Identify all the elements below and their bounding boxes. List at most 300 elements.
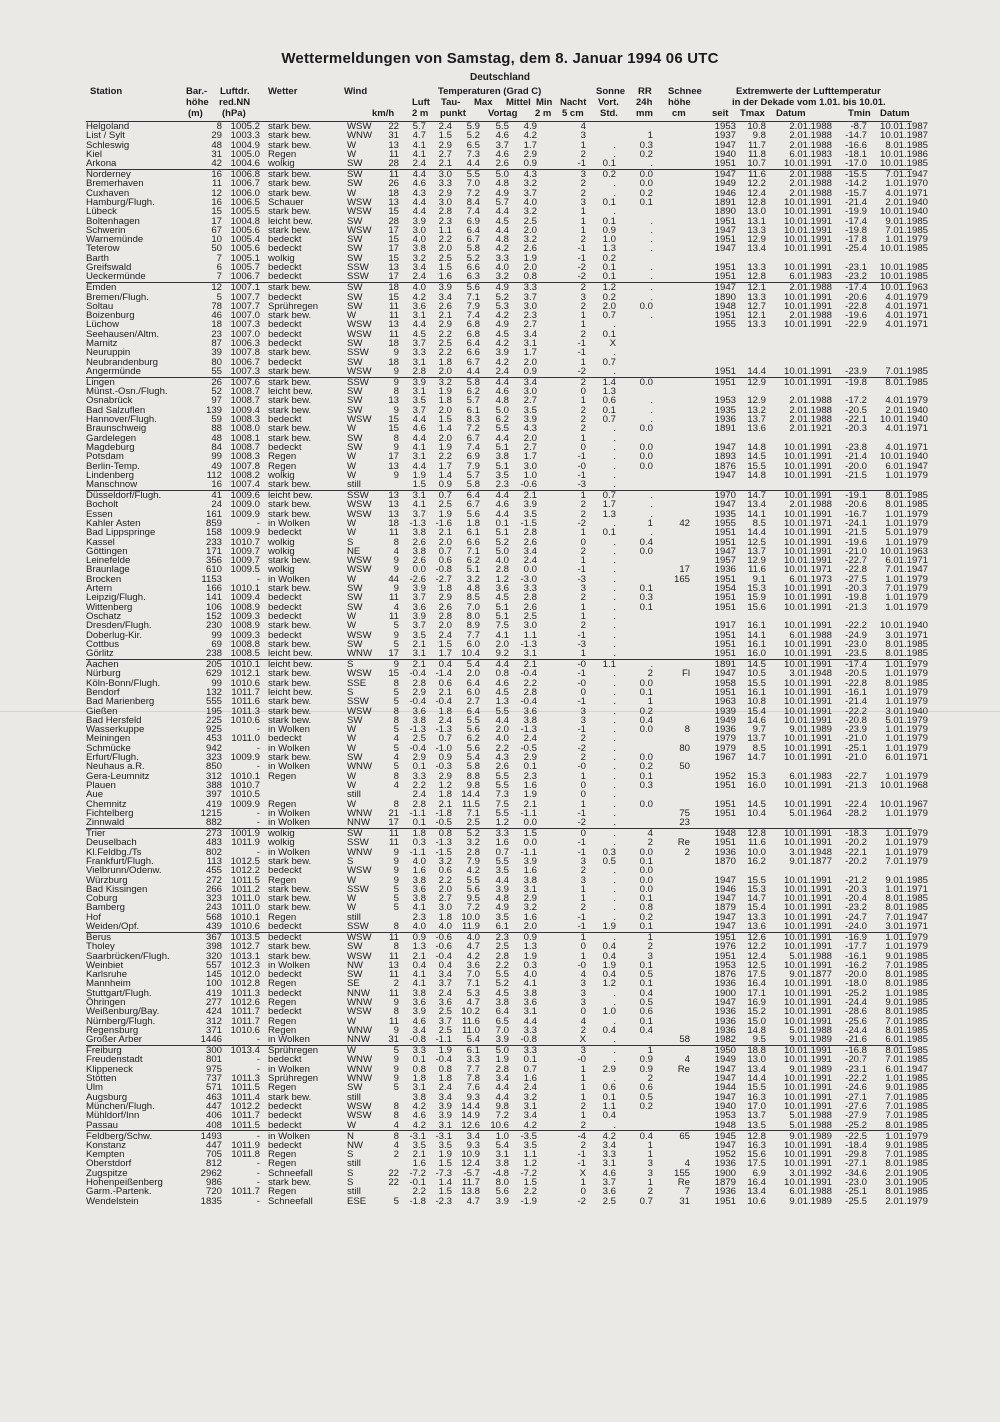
table-cell: 3.9: [482, 348, 509, 357]
table-cell: 4.4: [482, 1083, 509, 1092]
table-cell: bedeckt: [268, 358, 348, 367]
table-cell: bedeckt: [268, 320, 348, 329]
table-cell: 10.01.1991: [774, 933, 832, 942]
table-cell: Bamberg: [86, 903, 186, 912]
table-cell: SW: [347, 283, 381, 292]
table-cell: 2.2: [428, 330, 452, 339]
table-cell: 1008.3: [224, 415, 260, 424]
table-cell: 41: [190, 491, 222, 500]
table-cell: Coburg: [86, 894, 186, 903]
table-cell: -16.1: [841, 688, 867, 697]
table-cell: 2.4: [511, 556, 537, 565]
table-cell: 0.1: [402, 1055, 426, 1064]
table-cell: SW: [347, 829, 381, 838]
table-cell: 8.0: [482, 1178, 509, 1187]
table-cell: 1.8: [402, 1074, 426, 1083]
table-cell: 10.01.1971: [774, 565, 832, 574]
table-cell: stark bew.: [268, 189, 348, 198]
table-cell: 15.2: [736, 1007, 766, 1016]
table-cell: stark bew.: [268, 894, 348, 903]
table-cell: 1: [566, 952, 586, 961]
table-cell: bedeckt: [268, 293, 348, 302]
table-cell: Brocken: [86, 575, 186, 584]
table-cell: 4.1: [402, 903, 426, 912]
table-cell: 5.8: [454, 244, 480, 253]
table-cell: .: [592, 734, 616, 743]
table-cell: 106: [190, 603, 222, 612]
table-cell: 6.8: [454, 330, 480, 339]
table-cell: 4.2: [402, 1121, 426, 1130]
table-cell: -: [224, 1035, 260, 1044]
table-cell: 1.01.1979: [868, 538, 928, 547]
table-cell: -0.4: [428, 1055, 452, 1064]
table-cell: 2.3: [511, 772, 537, 781]
table-cell: 1.1: [428, 226, 452, 235]
table-cell: bedeckt: [268, 631, 348, 640]
table-cell: 6.7: [454, 235, 480, 244]
table-cell: 5.1: [482, 528, 509, 537]
table-cell: -28.2: [841, 809, 867, 818]
table-cell: Regen: [268, 1187, 348, 1196]
table-cell: 7.0: [454, 970, 480, 979]
table-cell: 1006.3: [224, 339, 260, 348]
table-cell: 1.1: [592, 660, 616, 669]
table-cell: 3.6: [592, 1187, 616, 1196]
table-cell: 15.3: [736, 772, 766, 781]
table-cell: 1006.8: [224, 170, 260, 179]
table-cell: 5: [382, 762, 399, 771]
table-cell: 1: [566, 556, 586, 565]
table-cell: 2.2: [482, 744, 509, 753]
table-cell: 2.2: [511, 679, 537, 688]
table-cell: -1.1: [428, 1035, 452, 1044]
table-cell: 2.1: [402, 660, 426, 669]
table-cell: 3.9: [511, 500, 537, 509]
table-cell: 5.01.1979: [868, 716, 928, 725]
table-cell: 9.01.1989: [774, 1132, 832, 1141]
table-cell: 1890: [706, 293, 736, 302]
hdr-seit: seit: [712, 108, 728, 119]
table-cell: 1835: [190, 1197, 222, 1206]
table-cell: 1951: [706, 933, 736, 942]
table-cell: 2.2: [482, 961, 509, 970]
table-cell: Regen: [268, 462, 348, 471]
table-cell: 1.2: [482, 575, 509, 584]
table-cell: 4.0: [402, 235, 426, 244]
table-cell: 4.1: [402, 443, 426, 452]
table-cell: 0.7: [428, 491, 452, 500]
table-cell: 3.1: [428, 1121, 452, 1130]
table-cell: 3.3: [454, 1055, 480, 1064]
table-cell: 1008.7: [224, 396, 260, 405]
table-cell: SW: [347, 434, 381, 443]
table-cell: 12.2: [736, 179, 766, 188]
table-cell: W: [347, 903, 381, 912]
table-cell: 13.7: [736, 547, 766, 556]
table-cell: 2: [566, 1141, 586, 1150]
table-cell: 1879: [706, 903, 736, 912]
table-cell: 1009.9: [224, 800, 260, 809]
table-cell: 1.9: [592, 961, 616, 970]
table-cell: 9: [382, 866, 399, 875]
table-cell: .: [592, 640, 616, 649]
table-cell: Zugspitze: [86, 1169, 186, 1178]
table-cell: .: [592, 565, 616, 574]
table-cell: stark bew.: [268, 434, 348, 443]
table-cell: 6.01.1985: [868, 1035, 928, 1044]
table-cell: 3.1: [402, 491, 426, 500]
table-cell: 10.01.1991: [774, 649, 832, 658]
table-cell: 2.8: [482, 952, 509, 961]
table-cell: 0.3: [629, 141, 653, 150]
table-cell: Marnitz: [86, 339, 186, 348]
table-cell: 6.1: [454, 1046, 480, 1055]
table-cell: 4.8: [482, 235, 509, 244]
table-cell: 3.3: [592, 1150, 616, 1159]
table-cell: 3.0: [402, 226, 426, 235]
table-section: [86, 122, 912, 168]
table-cell: 2: [566, 1026, 586, 1035]
table-cell: 48: [190, 434, 222, 443]
table-cell: 11.6: [736, 170, 766, 179]
table-cell: .: [592, 903, 616, 912]
table-cell: 8.01.1985: [868, 1007, 928, 1016]
table-cell: 4.1: [482, 631, 509, 640]
table-section: [86, 660, 912, 827]
table-cell: wolkig: [268, 829, 348, 838]
table-cell: 1013.5: [224, 933, 260, 942]
table-cell: 10.01.1991: [774, 207, 832, 216]
table-cell: 1936: [706, 725, 736, 734]
table-cell: WSW: [347, 669, 381, 678]
table-cell: 1008.1: [224, 434, 260, 443]
table-cell: -: [224, 762, 260, 771]
table-cell: 1011.7: [224, 1187, 260, 1196]
table-cell: -22.8: [841, 679, 867, 688]
table-cell: .: [592, 462, 616, 471]
table-cell: 11: [382, 933, 399, 942]
table-cell: 2.8: [428, 207, 452, 216]
table-cell: 2.0: [511, 263, 537, 272]
table-section: [86, 1132, 912, 1206]
table-cell: .: [629, 226, 653, 235]
table-cell: 1009.7: [224, 547, 260, 556]
table-cell: 15.5: [736, 679, 766, 688]
table-cell: 2.01.1988: [774, 189, 832, 198]
table-cell: 4.0: [482, 734, 509, 743]
table-cell: 1007.0: [224, 311, 260, 320]
table-cell: 10.01.1985: [868, 159, 928, 168]
table-cell: Kempten: [86, 1150, 186, 1159]
table-cell: -: [224, 1055, 260, 1064]
table-cell: bedeckt: [268, 443, 348, 452]
table-cell: SW: [347, 584, 381, 593]
table-cell: 2: [382, 1150, 399, 1159]
table-cell: 17: [662, 565, 690, 574]
table-cell: 850: [190, 762, 222, 771]
table-cell: 2.6: [428, 302, 452, 311]
table-cell: 1010.6: [224, 922, 260, 931]
table-cell: 10.01.1985: [868, 263, 928, 272]
table-cell: wolkig: [268, 159, 348, 168]
table-cell: 0.1: [629, 198, 653, 207]
table-cell: -19.1: [841, 491, 867, 500]
table-cell: 1.5: [428, 1187, 452, 1196]
table-cell: SSW: [347, 378, 381, 387]
table-cell: 6.9: [454, 217, 480, 226]
table-cell: 3.6: [482, 584, 509, 593]
table-cell: 5.7: [454, 396, 480, 405]
table-cell: 2.2: [428, 235, 452, 244]
table-cell: 11.7: [454, 1178, 480, 1187]
table-section: [86, 283, 912, 376]
table-cell: 0.9: [402, 933, 426, 942]
table-cell: 0.4: [629, 1026, 653, 1035]
table-cell: WSW: [347, 556, 381, 565]
table-cell: 10.01.1991: [774, 679, 832, 688]
table-cell: 0.3: [629, 593, 653, 602]
table-cell: 3.2: [454, 575, 480, 584]
table-cell: 1.01.1979: [868, 725, 928, 734]
table-cell: 9.5: [736, 1035, 766, 1044]
table-cell: 52: [190, 387, 222, 396]
table-cell: 737: [190, 1074, 222, 1083]
table-cell: 1009.4: [224, 406, 260, 415]
table-cell: 1940: [706, 1102, 736, 1111]
table-cell: Berlin-Temp.: [86, 462, 186, 471]
table-cell: 7.5: [482, 800, 509, 809]
table-cell: 1011.6: [224, 697, 260, 706]
hdr-schnee-2: höhe: [668, 97, 691, 108]
table-cell: 13.3: [736, 226, 766, 235]
table-cell: 0.9: [592, 226, 616, 235]
table-cell: 1952: [706, 772, 736, 781]
table-cell: 1.9: [511, 790, 537, 799]
table-cell: -1: [566, 809, 586, 818]
table-cell: WSW: [347, 1102, 381, 1111]
table-cell: Braunlage: [86, 565, 186, 574]
table-cell: 1008.9: [224, 603, 260, 612]
table-cell: 4.4: [482, 660, 509, 669]
table-cell: 0.1: [402, 818, 426, 827]
table-cell: -3: [566, 640, 586, 649]
table-cell: -25.5: [841, 1197, 867, 1206]
table-cell: -15.5: [841, 170, 867, 179]
table-cell: 1946: [706, 189, 736, 198]
table-cell: -20.7: [841, 1055, 867, 1064]
table-cell: 3.2: [511, 903, 537, 912]
table-cell: 18: [382, 339, 399, 348]
table-cell: 1.5: [428, 640, 452, 649]
table-cell: 1951: [706, 263, 736, 272]
table-cell: -2: [566, 818, 586, 827]
table-cell: 5.5: [482, 772, 509, 781]
table-cell: 8: [190, 122, 222, 131]
table-cell: 1.01.1985: [868, 1074, 928, 1083]
table-cell: SSW: [347, 922, 381, 931]
table-cell: 1936: [706, 1026, 736, 1035]
table-cell: -2: [566, 1197, 586, 1206]
table-cell: stark bew.: [268, 367, 348, 376]
table-cell: 2: [566, 510, 586, 519]
table-cell: 4.6: [592, 1169, 616, 1178]
table-cell: Angermünde: [86, 367, 186, 376]
table-cell: 112: [190, 471, 222, 480]
table-cell: 5.7: [402, 122, 426, 131]
table-cell: .: [592, 612, 616, 621]
table-cell: 5.1: [482, 612, 509, 621]
table-cell: 1.5: [428, 415, 452, 424]
table-cell: 1010.6: [224, 716, 260, 725]
hdr-sonne-3: Std.: [600, 108, 618, 119]
table-cell: 371: [190, 1026, 222, 1035]
table-cell: 1.7: [511, 452, 537, 461]
table-cell: 10.01.1991: [774, 942, 832, 951]
table-cell: 1: [566, 1178, 586, 1187]
table-cell: wolkig: [268, 838, 348, 847]
table-row: [86, 649, 912, 658]
table-cell: Nürburg: [86, 669, 186, 678]
table-cell: 0.0: [629, 302, 653, 311]
table-cell: .: [629, 311, 653, 320]
table-cell: 13: [382, 320, 399, 329]
table-cell: 1007.1: [224, 283, 260, 292]
table-cell: 5.4: [454, 1035, 480, 1044]
table-cell: 1011.0: [224, 734, 260, 743]
table-cell: 2.4: [428, 716, 452, 725]
table-cell: 1: [566, 226, 586, 235]
table-cell: WSW: [347, 415, 381, 424]
table-cell: stark bew.: [268, 396, 348, 405]
table-cell: 3.5: [428, 1141, 452, 1150]
table-cell: .: [592, 716, 616, 725]
table-cell: WSW: [347, 631, 381, 640]
table-cell: 12.8: [736, 198, 766, 207]
table-cell: 6.8: [454, 320, 480, 329]
table-cell: 0.2: [592, 254, 616, 263]
table-cell: 10.01.1987: [868, 122, 928, 131]
table-cell: 8.01.1985: [868, 979, 928, 988]
table-cell: 2: [566, 150, 586, 159]
table-cell: 13.0: [736, 207, 766, 216]
table-cell: 5.7: [454, 471, 480, 480]
table-cell: 3.9: [402, 612, 426, 621]
table-cell: 3.3: [482, 829, 509, 838]
table-cell: 10.01.1991: [774, 320, 832, 329]
table-cell: 3.1: [511, 885, 537, 894]
table-cell: 6.01.1983: [774, 272, 832, 281]
table-cell: 2.4: [402, 159, 426, 168]
table-cell: stark bew.: [268, 952, 348, 961]
table-cell: .: [592, 679, 616, 688]
table-cell: 2: [566, 330, 586, 339]
table-cell: 11: [382, 302, 399, 311]
table-cell: -25.2: [841, 989, 867, 998]
table-cell: 11.7: [736, 141, 766, 150]
table-cell: 1.9: [428, 443, 452, 452]
table-cell: 1.01.1979: [868, 1132, 928, 1141]
table-cell: 4.01.1971: [868, 302, 928, 311]
table-cell: 1951: [706, 640, 736, 649]
table-cell: 419: [190, 989, 222, 998]
table-cell: 7.5: [482, 621, 509, 630]
table-cell: Kahler Asten: [86, 519, 186, 528]
table-cell: 11: [382, 330, 399, 339]
table-cell: 2.5: [482, 942, 509, 951]
table-cell: 2.01.1921: [774, 424, 832, 433]
table-cell: 4: [382, 781, 399, 790]
table-cell: Berus: [86, 933, 186, 942]
table-cell: 1.8: [428, 358, 452, 367]
table-cell: 9.7: [736, 725, 766, 734]
table-cell: 5: [382, 894, 399, 903]
table-cell: 2: [566, 378, 586, 387]
table-cell: 1001.9: [224, 829, 260, 838]
table-cell: -23.1: [841, 263, 867, 272]
table-cell: 1936: [706, 1159, 736, 1168]
table-cell: 10.01.1991: [774, 800, 832, 809]
table-cell: 11: [382, 528, 399, 537]
table-cell: -25.6: [841, 1017, 867, 1026]
table-cell: 13.7: [736, 415, 766, 424]
table-cell: 2.5: [428, 1007, 452, 1016]
table-cell: 3.4: [511, 1111, 537, 1120]
table-row: [86, 1197, 912, 1206]
table-cell: 4.8: [482, 894, 509, 903]
table-cell: 1951: [706, 272, 736, 281]
table-cell: 0.9: [629, 1065, 653, 1074]
table-cell: 3.9: [428, 1102, 452, 1111]
table-cell: -25.1: [841, 744, 867, 753]
table-cell: 10.6: [736, 1197, 766, 1206]
table-cell: W: [347, 744, 381, 753]
table-cell: 6.2: [454, 556, 480, 565]
table-cell: W: [347, 734, 381, 743]
table-cell: 0: [566, 829, 586, 838]
table-cell: -17.4: [841, 283, 867, 292]
table-cell: -1.5: [511, 519, 537, 528]
table-cell: 1.7: [428, 649, 452, 658]
table-cell: -20.3: [841, 424, 867, 433]
table-cell: 272: [190, 876, 222, 885]
table-cell: 15: [382, 424, 399, 433]
table-cell: stark bew.: [268, 207, 348, 216]
table-cell: 5.01.1964: [774, 809, 832, 818]
table-cell: 11.0: [454, 1026, 480, 1035]
table-cell: -1.0: [428, 744, 452, 753]
table-cell: .: [592, 593, 616, 602]
table-cell: still: [347, 1187, 381, 1196]
table-cell: 1.01.1979: [868, 519, 928, 528]
table-cell: 15: [382, 669, 399, 678]
table-cell: Freiburg: [86, 1046, 186, 1055]
table-cell: 3.1: [511, 1102, 537, 1111]
table-cell: -0: [566, 1055, 586, 1064]
table-cell: -0.8: [511, 1035, 537, 1044]
table-cell: 1012.3: [224, 961, 260, 970]
table-cell: 1.9: [428, 510, 452, 519]
table-cell: 4.5: [402, 330, 426, 339]
table-cell: 0: [566, 443, 586, 452]
table-cell: 2.5: [511, 612, 537, 621]
table-cell: 21: [382, 809, 399, 818]
table-cell: 0.1: [629, 922, 653, 931]
table-cell: Hannover/Flugh.: [86, 415, 186, 424]
table-cell: 3.01.1971: [868, 631, 928, 640]
table-cell: 1: [629, 1150, 653, 1159]
table-cell: 0.4: [629, 989, 653, 998]
table-cell: SSE: [347, 679, 381, 688]
